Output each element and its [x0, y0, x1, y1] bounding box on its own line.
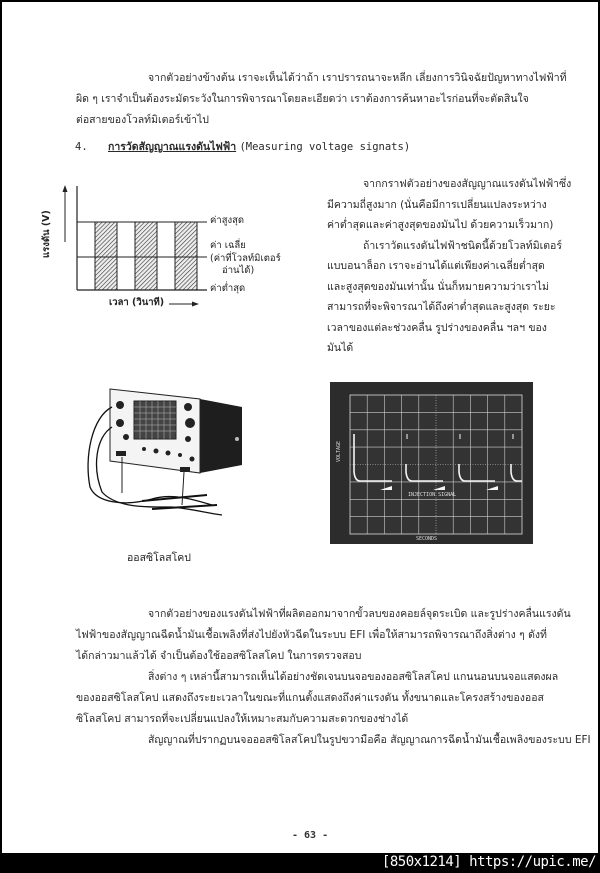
watermark-bar [0, 853, 600, 873]
body-paragraph-2 [76, 667, 558, 730]
section-title-thai: การวัดสัญญาณแรงดันไฟฟ้า [108, 141, 237, 153]
right-paragraph [327, 174, 571, 359]
body-paragraph-1 [76, 604, 571, 667]
right-line: เวลาของแต่ละช่วงคลื่น รูปร่างของคลื่น ฯลฯ ของ [327, 321, 547, 334]
intro-line: จากตัวอย่างข้างต้น เราจะเห็นได้ว่าถ้า เราปรารถนาจะหลีก เลี่ยงการวินิจฉัยปัญหาทางไฟฟ้าที่ [148, 72, 567, 84]
seconds-axis-label: SECONDS [416, 536, 438, 542]
body-line: สัญญาณที่ปรากฏบนจอออสซิโลสโคปในรูปขวามือคือ สัญญาณการฉีดน้ำมันเชื้อเพลิงของระบบ EFI [148, 734, 591, 746]
oscilloscope-illustration [82, 387, 252, 522]
document-page [2, 2, 598, 853]
intro-paragraph [76, 68, 567, 131]
avg-value-label-3: อ่านได้) [222, 265, 255, 276]
watermark-text: [850x1214] https://upic.me/ [381, 854, 596, 870]
right-line: และสูงสุดของมันเท่านั้น นั่นก็หมายความว่าเราไม่ [327, 280, 549, 293]
body-paragraph-3 [76, 730, 591, 751]
voltage-graph-drawing [57, 182, 322, 312]
right-line: ค่าต่ำสุดและค่าสูงสุดของมันไป ด้วยความเร็วมาก) [327, 219, 554, 231]
body-line: ไฟฟ้าของสัญญาณฉีดน้ำมันเชื้อเพลิงที่ส่งไปยังหัวฉีดในระบบ EFI เพื่อให้สามารถพิจารณาถึงสิ่งต่าง ๆ ดังที่ [76, 629, 547, 641]
max-value-label: ค่าสูงสุด [210, 215, 245, 226]
intro-line: ผิด ๆ เราจำเป็นต้องระมัดระวังในการพิจารณาโดยละเอียดว่า เราต้องการค้นหาอะไรก่อนที่จะตัดสินใจ [76, 93, 529, 105]
right-line: มีความถี่สูงมาก (นั่นคือมีการเปลี่ยนแปลงระหว่าง [327, 198, 547, 211]
right-line: จากกราฟตัวอย่างของสัญญาณแรงดันไฟฟ้าซึ่ง [363, 178, 572, 190]
right-line: มันได้ [327, 342, 354, 354]
intro-line: ต่อสายของโวลท์มิเตอร์เข้าไป [76, 114, 209, 126]
body-line: ของออสซิโลสโคป แสดงถึงระยะเวลาในขณะที่แกนตั้งแสดงถึงค่าแรงดัน ทั้งขนาดและโครงสร้างของออส [76, 692, 544, 704]
oscilloscope-screen-photo [330, 382, 533, 544]
oscilloscope-caption: ออสซิโลสโคป [127, 552, 191, 564]
right-line: สามารถที่จะพิจารณาได้ถึงค่าต่ำสุดและสูงสุด ระยะ [327, 301, 556, 313]
voltage-graph [41, 182, 322, 312]
right-line: แบบอนาล็อก เราจะอ่านได้แต่เพียงค่าเฉลี่ยต่ำสุด [327, 260, 545, 272]
voltage-axis-label: VOLTAGE [336, 440, 342, 462]
avg-value-label-1: ค่า เฉลี่ย [210, 240, 246, 251]
section-title-english: (Measuring voltage signats) [239, 141, 411, 153]
body-line: จากตัวอย่างของแรงดันไฟฟ้าที่ผลิตออกมาจากขั้วลบของคอยล์จุดระเบิด และรูปร่างคลื่นแรงดัน [148, 608, 571, 620]
x-axis-label: เวลา (วินาที) [109, 297, 165, 308]
body-line: ได้กล่าวมาแล้วได้ จำเป็นต้องใช้ออสซิโลสโคป ในการตรวจสอบ [76, 650, 362, 662]
min-value-label: ค่าต่ำสุด [210, 283, 246, 294]
section-heading [75, 138, 410, 155]
oscilloscope-waveform [330, 382, 533, 544]
right-line: ถ้าเราวัดแรงดันไฟฟ้าชนิดนี้ด้วยโวลท์มิเตอร์ [363, 239, 563, 252]
body-line: ซิโลสโคป สามารถที่จะเปลี่ยนแปลงให้เหมาะสมกับความสะดวกของช่างได้ [76, 713, 409, 725]
page-number: - 63 - [292, 830, 329, 841]
section-number: 4. [75, 141, 88, 153]
y-axis-label: แรงดัน (V) [41, 210, 52, 258]
avg-value-label-2: (ค่าที่โวลท์มิเตอร์ [210, 253, 281, 264]
oscilloscope-device-icon [82, 387, 252, 522]
body-line: สิ่งต่าง ๆ เหล่านี้สามารถเห็นได้อย่างชัดเจนบนจอของออสซิโลสโคป แกนนอนบนจอแสดงผล [148, 671, 559, 683]
injection-signal-label: INJECTION SIGNAL [408, 492, 457, 498]
